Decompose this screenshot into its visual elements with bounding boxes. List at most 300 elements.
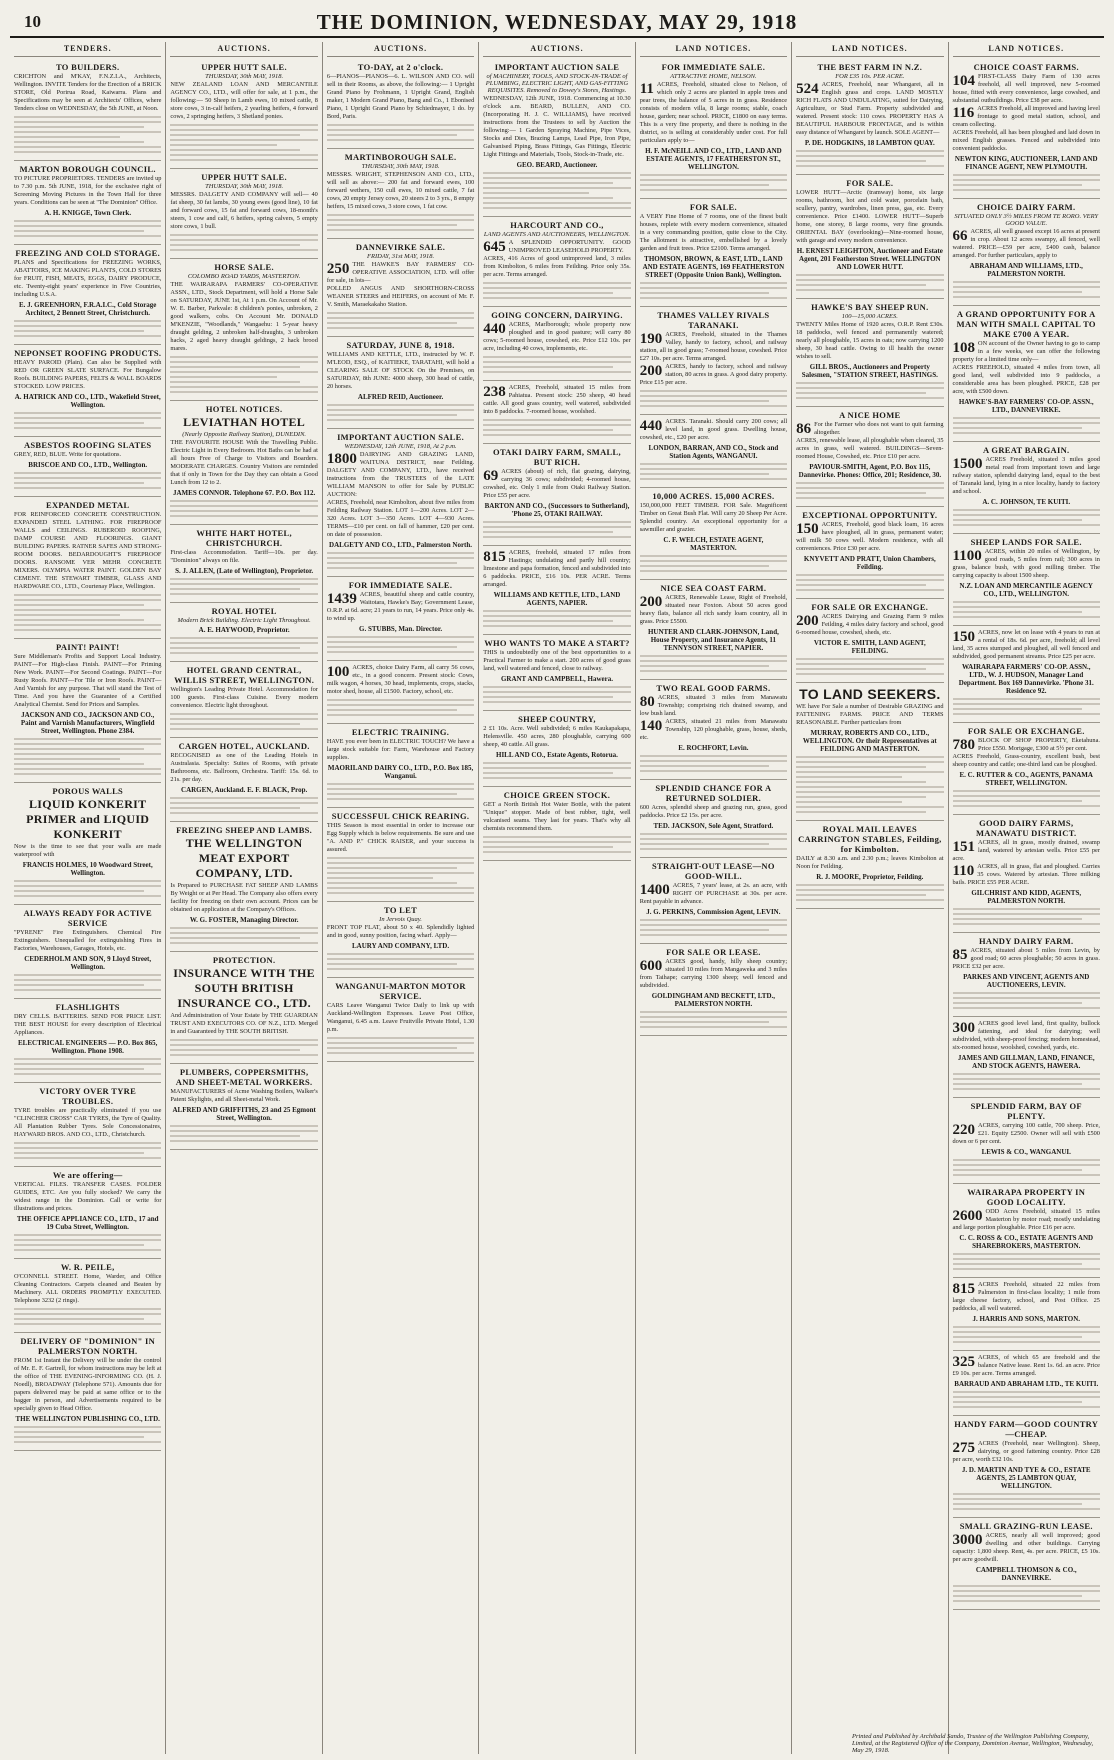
- ad-signature: E. C. RUTTER & CO., AGENTS, PANAMA STREET, WELLINGTON.: [959, 771, 1093, 787]
- fine-print-line: [14, 1313, 161, 1315]
- ad-body: MESSRS. WRIGHT, STEPHENSON AND CO., LTD., will sell as above:— 200 fat and forward ewes, 100 forward wethers, 150 cull ewes, 10 mixed cattle, 7 fat cows, 20 empty Jersey cows, 20 steers 2 to 3 yrs., 8 empty heifers, 15 mixed cows, 3 store cows, 1 fat cow.: [326, 171, 475, 210]
- fine-print-line: [170, 505, 317, 507]
- ad-title: SUCCESSFUL CHICK REARING.: [331, 811, 470, 821]
- ad-fine-print: [796, 756, 943, 813]
- fine-print-line: [14, 614, 120, 616]
- ad-dateline: FOR £35 10s. PER ACRE.: [835, 73, 905, 80]
- ad-signature: WAIRARAPA FARMERS' CO-OP. ASSN., LTD., W. J. HUDSON, Manager Land Department. Box 169 Dannevirke. 'Phone 31. Residence 92.: [958, 663, 1094, 695]
- advertisement: [953, 1098, 1100, 1184]
- ad-title: TO LET: [384, 905, 418, 915]
- ad-title: WHITE HART HOTEL, CHRISTCHURCH.: [196, 528, 292, 548]
- fine-print-line: [170, 154, 317, 156]
- ad-signature: H. ERNEST LEIGHTON, Auctioneer and Estate Agent, 201 Featherston Street. WELLINGTON AND LOWER HUTT.: [796, 247, 943, 271]
- advertisement: [170, 59, 317, 169]
- fine-print-line: [796, 589, 943, 591]
- fine-print-line: [14, 1068, 144, 1070]
- ad-lead-figure: 85: [952, 947, 968, 963]
- fine-print-line: [953, 174, 1100, 176]
- fine-print-line: [640, 189, 787, 191]
- advertisement: [170, 525, 317, 603]
- advertisement: [640, 199, 787, 307]
- fine-print-line: [483, 536, 630, 538]
- fine-print-line: [14, 141, 144, 143]
- fine-print-line: [14, 1308, 161, 1310]
- fine-print-line: [953, 601, 1100, 603]
- advertisement: [483, 711, 630, 787]
- fine-print-line: [796, 771, 943, 773]
- fine-print-line: [327, 419, 474, 421]
- fine-print-line: [640, 174, 787, 176]
- fine-print-line: [953, 1253, 1100, 1255]
- ad-fine-print: [14, 220, 161, 237]
- fine-print-line: [796, 165, 943, 167]
- ad-signature: J. HARRIS AND SONS, MARTON.: [972, 1315, 1081, 1323]
- ad-fine-print: [483, 762, 630, 779]
- ad-title: We are offering—: [52, 1170, 123, 1180]
- fine-print-line: [170, 802, 317, 804]
- fine-print-line: [327, 552, 474, 554]
- fine-print-line: [640, 179, 787, 181]
- fine-print-line: [953, 713, 1100, 715]
- ad-title: HARCOURT AND CO.,: [510, 220, 604, 230]
- fine-print-line: [327, 1037, 474, 1039]
- fine-print-line: [640, 555, 787, 557]
- fine-print-line: [953, 514, 1100, 516]
- fine-print-line: [483, 526, 630, 528]
- ad-signature: A. C. JOHNSON, TE KUITI.: [982, 498, 1071, 506]
- fine-print-line: [640, 770, 787, 772]
- fine-print-line: [327, 857, 474, 859]
- ad-lead-figure: 238: [483, 384, 506, 400]
- fine-print-line: [640, 665, 770, 667]
- ad-lead-figure: 300: [952, 1020, 976, 1036]
- advertisement: [483, 444, 630, 546]
- ad-fine-print: [953, 509, 1100, 526]
- fine-print-line: [796, 766, 926, 768]
- fine-print-line: [953, 1508, 1100, 1510]
- fine-print-line: [14, 1431, 161, 1433]
- ad-fine-print: [640, 463, 787, 480]
- fine-print-line: [327, 704, 474, 706]
- ad-signature: ABRAHAM AND WILLIAMS, LTD., PALMERSTON NORTH.: [969, 262, 1083, 278]
- ad-lead-figure: 250: [326, 261, 350, 277]
- ad-fine-print: [796, 382, 943, 399]
- advertisement: [327, 724, 474, 808]
- fine-print-line: [14, 1323, 161, 1325]
- advertisement: [953, 59, 1100, 199]
- ad-title: VICTORY OVER TYRE TROUBLES.: [39, 1086, 137, 1106]
- fine-print-line: [640, 395, 787, 397]
- fine-print-line: [953, 1007, 1100, 1009]
- fine-print-line: [14, 126, 144, 128]
- fine-print-line: [640, 560, 787, 562]
- fine-print-line: [796, 781, 926, 783]
- fine-print-line: [640, 405, 787, 407]
- ad-lead-figure: 600: [639, 958, 663, 974]
- ad-fine-print: [14, 594, 161, 631]
- advertisement: [327, 337, 474, 429]
- fine-print-line: [640, 765, 770, 767]
- fine-print-line: [483, 429, 613, 431]
- ad-fine-print: [953, 281, 1100, 298]
- advertisement: [327, 902, 474, 978]
- ad-body: 6—PIANOS—PIANOS—6. L. WILSON AND CO. will sell in their Rooms, as above, the following:— 1 Upright Grand Piano by Frohmann, 1 Upright Grand, English maker, 1 Modern Grand Piano, Bang and Co., 1 Ebonised Piano, 1 Upright Grand Piano by Schiedmayer, 1 do. by Bord, Paris.: [326, 73, 475, 120]
- ad-body: 440 ACRES, Marlborough; whole property now ploughed and in good pasture; will carry 80 cows; 5-roomed house, cowshed, etc. Price £12 10s. per acre, including 40 cows, implements, etc.: [483, 321, 631, 352]
- ad-body: 325 ACRES, of which 65 are freehold and the balance Native lease. Rent 1s. 6d. an acre. Price £9 10s. per acre. Terms arranged.: [952, 1354, 1100, 1377]
- fine-print-line: [483, 192, 589, 194]
- advertisement: [483, 59, 630, 217]
- fine-print-line: [14, 131, 161, 133]
- fine-print-line: [170, 139, 317, 141]
- ad-fine-print: [483, 356, 630, 373]
- ad-body: 220 ACRES, carrying 100 cattle, 700 sheep. Price, £21. Equity £2500. Owner will sell with £500 down or 6 per cent.: [952, 1122, 1100, 1145]
- fine-print-line: [953, 805, 1100, 807]
- ad-signature: N.Z. LOAN AND MERCANTILE AGENCY CO., LTD., WELLINGTON.: [959, 582, 1093, 598]
- ad-fine-print: [14, 472, 161, 489]
- fine-print-line: [953, 1341, 1100, 1343]
- fine-print-line: [953, 1401, 1083, 1403]
- fine-print-line: [170, 942, 317, 944]
- fine-print-line: [327, 214, 474, 216]
- fine-print-line: [953, 281, 1100, 283]
- ad-body: 108 ON account of the Owner having to go to camp in a few weeks, we can offer the following property for a limited time only—: [952, 340, 1100, 363]
- ad-body: 1400 ACRES, 7 years' lease, at 2s. an acre, with RIGHT OF PURCHASE at 30s. per acre. Rent payable in advance.: [639, 882, 788, 905]
- fine-print-line: [14, 116, 161, 118]
- advertisement: [170, 1064, 317, 1150]
- advertisement: [953, 534, 1100, 626]
- ad-title: EXPANDED METAL: [45, 500, 130, 510]
- ad-fine-print: [640, 390, 787, 407]
- fine-print-line: [640, 1021, 770, 1023]
- ad-lead-figure: 116: [952, 105, 975, 121]
- fine-print-line: [327, 714, 474, 716]
- fine-print-line: [796, 761, 943, 763]
- ad-lead-figure: 200: [796, 613, 819, 629]
- advertisement: [14, 345, 161, 437]
- ad-body: THE FAVOURITE HOUSE With the Travelling Public. Electric Light in Every Bedroom. Hot Baths can be had at all hours Free of Charge to Visitors and Boarders. MODERATE CHARGES. Country Visitors are reminded that if only in Town for the Day they can obtain a Good Lunch from 12 to 2.: [170, 439, 318, 486]
- advertisement: [170, 952, 317, 1064]
- advertisement: [327, 59, 474, 149]
- advertisement: [796, 683, 943, 821]
- fine-print-line: [640, 1011, 787, 1013]
- fine-print-line: [953, 790, 1100, 792]
- fine-print-line: [14, 753, 161, 755]
- fine-print-line: [953, 908, 1100, 910]
- ad-fine-print: [640, 1011, 787, 1028]
- ad-dateline: WEDNESDAY, 12th JUNE, 1918, At 2 p.m.: [344, 443, 457, 450]
- fine-print-line: [796, 668, 926, 670]
- fine-print-line: [640, 570, 787, 572]
- ad-title: FOR SALE OR LEASE.: [666, 947, 761, 957]
- ad-fine-print: [14, 320, 161, 337]
- fine-print-line: [953, 997, 1100, 999]
- advertisement: [640, 858, 787, 944]
- advertisement: [953, 815, 1100, 933]
- ad-signature: W. G. FOSTER, Managing Director.: [189, 916, 299, 924]
- fine-print-line: [640, 292, 770, 294]
- ad-lead-figure: 524: [796, 81, 819, 97]
- fine-print-line: [327, 1047, 457, 1049]
- ad-body: WEDNESDAY, 12th JUNE, 1918. Commencing at 10.30 o'clock a.m. BEARD, BULLEN, AND CO. (Incorporating H. J. C. WILLIAMS), have received instructions from the Trustees to sell by Auction the following:— 1 Garden Spraying Machine, Pipe Vices, Stocks and Dies, Brazing Lamps, Lead Pipe, Iron Pipe, Galvanised Piping, Brass Fittings, Gas Fittings, Electric Light Fittings and Materials, Tools, Stock-in-Trade, etc.: [483, 95, 631, 158]
- fine-print-line: [14, 629, 161, 631]
- ad-signature: CEDERHOLM AND SON, 9 Lloyd Street, Wellington.: [24, 955, 152, 971]
- fine-print-line: [14, 758, 120, 760]
- ad-fine-print: [14, 1308, 161, 1325]
- fine-print-line: [796, 274, 943, 276]
- ad-signature: A. HATRICK AND CO., LTD., Wakefield Street, Wellington.: [14, 393, 161, 409]
- fine-print-line: [953, 1169, 1083, 1171]
- fine-print-line: [14, 1426, 161, 1428]
- fine-print-line: [170, 1049, 300, 1051]
- ad-body: 200 ACRES, handy to factory, school and railway station, 80 acres in grass. A good dairy property. Price £15 per acre.: [639, 363, 788, 386]
- fine-print-line: [170, 356, 317, 358]
- fine-print-line: [14, 773, 161, 775]
- ad-title: UPPER HUTT SALE.: [201, 172, 287, 182]
- ad-fine-print: [327, 214, 474, 231]
- advertisement: [953, 306, 1100, 442]
- fine-print-line: [327, 641, 474, 643]
- ad-body: 815 ACRES, freehold, situated 17 miles from Hastings; undulating and partly hill country; limestone and papa formation, fenced and subdivided into 6 paddocks. PRICE, £16 10s. PER ACRE. Terms arranged.: [483, 549, 631, 588]
- fine-print-line: [170, 652, 317, 654]
- ad-lead-figure: 200: [639, 363, 663, 379]
- fine-print-line: [14, 609, 161, 611]
- ad-signature: DALGETY AND CO., LTD., Palmerston North.: [329, 541, 473, 549]
- ad-signature: BARRAUD AND ABRAHAM LTD., TE KUITI.: [954, 1380, 1099, 1388]
- ad-fine-print: [483, 419, 630, 436]
- column-3: [323, 42, 479, 1754]
- fine-print-line: [953, 1503, 1083, 1505]
- fine-print-line: [483, 841, 630, 843]
- fine-print-line: [14, 895, 161, 897]
- ad-fine-print: [170, 1125, 317, 1142]
- fine-print-line: [14, 225, 161, 227]
- ad-dateline: THURSDAY, 30th MAY, 1918.: [205, 73, 284, 80]
- fine-print-line: [796, 796, 926, 798]
- advertisement: [327, 149, 474, 239]
- fine-print-line: [170, 1135, 300, 1137]
- fine-print-line: [14, 422, 144, 424]
- fine-print-line: [170, 593, 317, 595]
- fine-print-line: [953, 800, 1083, 802]
- fine-print-line: [170, 366, 300, 368]
- fine-print-line: [327, 867, 457, 869]
- ad-title: ELECTRIC TRAINING.: [351, 727, 450, 737]
- ad-lead-figure: 440: [483, 321, 506, 337]
- ad-fine-print: [953, 174, 1100, 191]
- ad-title: HOTEL GRAND CENTRAL, WILLIS STREET, WELLINGTON.: [174, 665, 315, 685]
- column-heading: LAND NOTICES.: [953, 42, 1100, 57]
- fine-print-line: [953, 1073, 1100, 1075]
- ad-body: 440 ACRES. Taranaki. Should carry 200 cows; all level land, in good grass. Dwelling house, cowshed, etc., £20 per acre.: [639, 418, 788, 441]
- column-heading: AUCTIONS.: [327, 42, 474, 57]
- ad-body: 275 ACRES (Freehold, near Wellington). Sheep, dairying, or good fattening country. Price £28 per acre, worth £32 10s.: [952, 1440, 1100, 1463]
- advertisement: [640, 488, 787, 580]
- ad-body: O'CONNELL STREET. Home, Warder, and Office Cleaning Contractors. Carpets cleaned and Beaten by Machinery. ALL ORDERS PROMPTLY EXECUTED. Telephone 3232 (2 rings).: [14, 1273, 162, 1304]
- fine-print-line: [14, 482, 144, 484]
- fine-print-line: [170, 937, 300, 939]
- ad-fine-print: [953, 1159, 1100, 1176]
- column-4: [479, 42, 635, 1754]
- fine-print-line: [327, 562, 457, 564]
- ad-title: WAIRARAPA PROPERTY IN GOOD LOCALITY.: [967, 1187, 1086, 1207]
- fine-print-line: [14, 624, 161, 626]
- fine-print-line: [953, 1164, 1100, 1166]
- imprint: [10, 1733, 1104, 1754]
- ad-fine-print: [796, 574, 943, 591]
- fine-print-line: [14, 472, 161, 474]
- fine-print-line: [170, 510, 300, 512]
- ad-subtitle: LEVIATHAN HOTEL: [183, 415, 306, 429]
- fine-print-line: [640, 184, 770, 186]
- ad-body: Is Prepared to PURCHASE FAT SHEEP AND LAMBS By Weight or at Per Head. The Company also offers every facility for freezing on their own account. Prices can be obtained on application at the Company's Offices.: [170, 882, 318, 913]
- fine-print-line: [953, 1331, 1100, 1333]
- ad-signature: WILLIAMS AND KETTLE, LTD., LAND AGENTS, NAPIER.: [493, 591, 621, 607]
- ad-body: 69 ACRES (about) of rich, flat grazing, dairying, carrying 36 cows; subdivided; 4-roomed house, cowshed, etc. Only 1 mile from Otaki Railway Station. Price £55 per acre.: [483, 468, 631, 499]
- fine-print-line: [953, 1406, 1100, 1408]
- fine-print-line: [796, 397, 943, 399]
- ad-lead-figure: 815: [483, 549, 506, 565]
- ad-title: DELIVERY OF "DOMINION" IN PALMERSTON NORTH.: [20, 1336, 156, 1356]
- ad-fine-print: [953, 992, 1100, 1009]
- advertisement: [483, 217, 630, 307]
- advertisement: [953, 1184, 1100, 1278]
- fine-print-line: [796, 579, 943, 581]
- fine-print-line: [14, 989, 161, 991]
- fine-print-line: [327, 872, 474, 874]
- fine-print-line: [483, 772, 613, 774]
- ad-signature: S. J. ALLEN, (Late of Wellington), Proprietor.: [175, 567, 314, 575]
- fine-print-line: [796, 482, 943, 484]
- ad-signature: E. J. GREENHORN, F.R.A.I.C., Cold Storage Architect, 2 Bennett Street, Christchurch.: [19, 301, 157, 317]
- advertisement: [483, 546, 630, 635]
- ad-body: 110 ACRES, all in grass, flat and ploughed. Carries 35 cows. Watered by artesian. Three milking bails. PRICE £55 PER ACRE.: [952, 863, 1100, 886]
- fine-print-line: [327, 317, 474, 319]
- fine-print-line: [640, 848, 787, 850]
- fine-print-line: [483, 777, 630, 779]
- ad-fine-print: [953, 908, 1100, 925]
- ad-body: PLANS and Specifications for FREEZING WORKS, ABATTOIRS, ICE MAKING PLANTS, COLD STORES for FRUIT, FISH, MEATS, EGGS, DAIRY PRODUCE, etc. Twenty-eight years' experience in Five Countries, including U.S.A.: [14, 259, 162, 298]
- fine-print-line: [953, 1493, 1100, 1495]
- ad-fine-print: [640, 174, 787, 191]
- ad-fine-print: [170, 500, 317, 517]
- fine-print-line: [327, 862, 474, 864]
- ad-body: ACRES FREEHOLD, situated 4 miles from town, all good land, well subdivided into 9 paddocks, a considerable area has been ploughed. PRICE, £28 per acre, with £500 down.: [952, 364, 1100, 395]
- fine-print-line: [483, 691, 630, 693]
- fine-print-line: [640, 1026, 787, 1028]
- fine-print-line: [170, 932, 317, 934]
- fine-print-line: [14, 146, 161, 148]
- fine-print-line: [170, 124, 317, 126]
- ad-body: 600 ACRES good, handy, hilly sheep country; situated 10 miles from Mangaweka and 3 miles from Taihape; carrying 1300 sheep; well fenced and subdivided.: [639, 958, 788, 989]
- fine-print-line: [483, 851, 630, 853]
- ad-body: HAVE you ever been in ELECTRIC TOUCH? We have a large stock suitable for: Farm, Warehouse and Factory supplies.: [326, 738, 475, 761]
- fine-print-line: [953, 1002, 1083, 1004]
- fine-print-line: [953, 606, 1100, 608]
- ad-body: 1439 ACRES, beautiful sheep and cattle country, Waitotara, Hawke's Bay; Government Lease, O.R.P. at 6d. acre; 21 years to run, 14 years. Price only 4s. to wind up.: [326, 591, 475, 622]
- fine-print-line: [640, 287, 787, 289]
- fine-print-line: [14, 1244, 144, 1246]
- ad-fine-print: [796, 884, 943, 901]
- fine-print-line: [640, 478, 787, 480]
- ad-fine-print: [953, 1326, 1100, 1343]
- ad-title: UPPER HUTT SALE.: [201, 62, 287, 72]
- ad-title: CARGEN HOTEL, AUCKLAND.: [178, 741, 310, 751]
- fine-print-line: [170, 134, 300, 136]
- fine-print-line: [640, 670, 787, 672]
- ad-body: 2 £1 10s. Acre. Well subdivided; 6 miles Kaukapakapa, Helensville. 450 acres, 280 ploughable, carrying 600 sheep, 40 cattle. All grass.: [483, 725, 631, 748]
- fine-print-line: [953, 1336, 1083, 1338]
- ad-lead-figure: 440: [639, 418, 663, 434]
- fine-print-line: [953, 1498, 1100, 1500]
- ad-signature: R. J. MOORE, Proprietor, Feilding.: [816, 873, 924, 881]
- fine-print-line: [953, 1258, 1100, 1260]
- fine-print-line: [14, 136, 120, 138]
- ad-body: 238 ACRES, Freehold, situated 15 miles from Pahiatua. Present stock: 250 sheep, 40 head cattle. All good grass country, well watered, subdivided into 8 paddocks. 7-roomed house, woolshed.: [483, 384, 631, 415]
- fine-print-line: [953, 923, 1100, 925]
- ad-signature: BARTON AND CO., (Successors to Sutherland), 'Phone 25, OTAKI RAILWAY.: [484, 502, 630, 518]
- ad-title: ROYAL HOTEL: [211, 606, 277, 616]
- ad-signature: HUNTER AND CLARK-JOHNSON, Land, House Property, and Insurance Agents, 11 TENNYSON STREET, NAPIER.: [647, 628, 779, 652]
- ad-fine-print: [170, 124, 317, 161]
- fine-print-line: [483, 701, 630, 703]
- fine-print-line: [170, 812, 317, 814]
- ad-lead-figure: 1400: [639, 882, 670, 898]
- advertisement: [14, 783, 161, 905]
- fine-print-line: [953, 417, 1100, 419]
- ad-dateline: THURSDAY, 30th MAY, 1918.: [361, 163, 440, 170]
- fine-print-line: [327, 129, 474, 131]
- fine-print-line: [327, 636, 474, 638]
- fine-print-line: [796, 584, 926, 586]
- fine-print-line: [796, 160, 926, 162]
- ad-lead-figure: 140: [639, 718, 663, 734]
- ad-body: 80 ACRES, situated 3 miles from Manawatu Township; comprising rich drained swamp, and low bush land.: [639, 694, 788, 717]
- ad-body: GREY, RED, BLUE. Write for quotations.: [14, 451, 122, 458]
- fine-print-line: [170, 723, 300, 725]
- ad-signature: GILL BROS., Auctioneers and Property Salesmen, "STATION STREET, HASTINGS.: [801, 363, 938, 379]
- ad-fine-print: [14, 738, 161, 775]
- fine-print-line: [327, 327, 474, 329]
- advertisement: [953, 442, 1100, 534]
- ad-title: FLASHLIGHTS: [55, 1002, 120, 1012]
- fine-print-line: [483, 297, 630, 299]
- fine-print-line: [14, 768, 161, 770]
- fine-print-line: [483, 361, 630, 363]
- fine-print-line: [170, 642, 317, 644]
- fine-print-line: [483, 282, 630, 284]
- fine-print-line: [953, 189, 1100, 191]
- advertisement: [953, 199, 1100, 306]
- fine-print-line: [796, 673, 943, 675]
- fine-print-line: [796, 492, 926, 494]
- ad-fine-print: [170, 578, 317, 595]
- advertisement: [170, 259, 317, 401]
- ad-title: FOR IMMEDIATE SALE.: [348, 580, 453, 590]
- fine-print-line: [483, 521, 630, 523]
- fine-print-line: [170, 647, 300, 649]
- fine-print-line: [953, 432, 1100, 434]
- fine-print-line: [170, 1044, 317, 1046]
- column-heading: TENDERS.: [14, 42, 161, 57]
- fine-print-line: [483, 434, 630, 436]
- ad-fine-print: [170, 713, 317, 730]
- ad-title: IMPORTANT AUCTION SALE: [494, 62, 620, 72]
- advertisement: [327, 429, 474, 577]
- ad-body: DAILY at 8.30 a.m. and 2.30 p.m.; leaves Kimbolton at Noon for Feilding.: [796, 855, 944, 870]
- fine-print-line: [796, 791, 943, 793]
- ad-fine-print: [483, 610, 630, 627]
- fine-print-line: [640, 929, 770, 931]
